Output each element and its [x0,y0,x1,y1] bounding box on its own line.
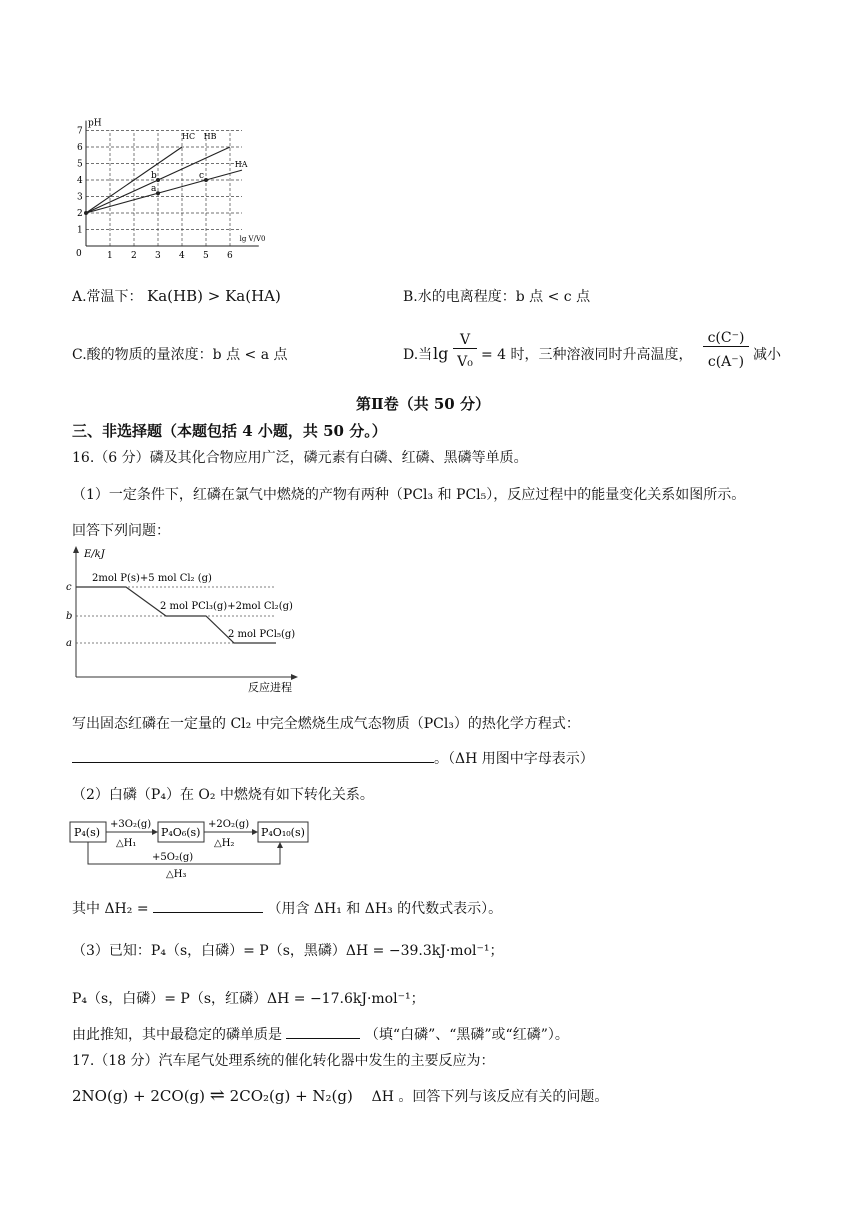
scheme-arrow1-bottom: △H₁ [116,838,137,849]
scheme-arrow3-bottom: △H₃ [166,869,187,880]
q16-p2b [72,898,502,918]
origin-point [84,211,88,215]
point-label-a: a [151,184,157,195]
q16-p2b-post: （用含 ΔH₁ 和 ΔH₃ 的代数式表示）。 [267,901,503,917]
x-tick-label: 3 [155,251,161,258]
scheme-arrow1-top: +3O₂(g) [110,819,152,830]
ph-chart-labels [76,119,265,258]
q16-p1: （1）一定条件下，红磷在氯气中燃烧的产物有两种（PCl₃ 和 PCl₅），反应过程中的能量变化关系如图所示。 [72,487,746,503]
q16-p3a: （3）已知：P₄（s，白磷）= P（s，黑磷）ΔH = −39.3kJ·mol⁻¹； [72,943,504,959]
q17-intro: 17.（18 分）汽车尾气处理系统的催化转化器中发生的主要反应为： [72,1053,495,1069]
point-label-c: c [199,171,205,181]
q17-eq-tail: ΔH 。回答下列与该反应有关的问题。 [371,1089,609,1105]
answer-blank-2[interactable] [153,898,263,913]
point-c [204,178,208,182]
option-c: C.酸的物质的量浓度：b 点 < a 点 [72,347,288,363]
q17-eq-arrow: ⇌ [209,1085,225,1106]
part2-title: 第Ⅱ卷（共 50 分） [356,395,490,413]
option-d-suffix: 减小 [753,347,781,363]
energy-diagram [64,545,304,695]
origin-label: 0 [76,249,82,258]
option-a-text: A.常温下： [72,289,143,305]
q16-p1d: 。（ΔH 用图中字母表示） [434,751,594,767]
option-d-num: V [453,332,477,349]
q16-p1d-line [72,748,594,768]
section3-title: 三、非选择题（本题包括 4 小题，共 50 分。） [72,422,387,440]
answer-blank-3[interactable] [286,1024,360,1039]
option-d-den: V₀ [457,354,473,370]
y-tick-label: 2 [77,209,83,219]
scheme-arrow2-top: +2O₂(g) [208,819,250,830]
option-a-math: Ka(HB) > Ka(HA) [147,287,281,305]
series-label-hb: HB [203,131,217,141]
option-b: B.水的电离程度：b 点 < c 点 [403,289,591,305]
series-line-ha [86,170,242,213]
point-label-b: b [151,171,157,181]
q16-intro: 16.（6 分）磷及其化合物应用广泛，磷元素有白磷、红磷、黑磷等单质。 [72,450,528,466]
energy-label-2: 2 mol PCl₃(g)+2mol Cl₂(g) [160,601,293,612]
energy-ylabel: E/kJ [84,549,105,560]
q16-p3c-post: （填“白磷”、“黑磷”或“红磷”）。 [364,1027,569,1043]
scheme-arrow3-top: +5O₂(g) [152,852,194,863]
x-tick-label: 4 [179,251,185,258]
level-b: b [66,611,73,622]
option-d-frac-den: c(A⁻) [707,354,745,370]
energy-label-3: 2 mol PCl₅(g) [228,629,296,640]
y-tick-label: 6 [77,143,83,153]
scheme-box1: P₄(s) [74,826,101,839]
ph-chart-series [84,147,242,215]
y-tick-label: 4 [77,176,83,186]
x-tick-label: 1 [107,251,113,258]
x-tick-label: 5 [203,251,209,258]
q17-eq-left: 2NO(g) + 2CO(g) [72,1087,206,1105]
ph-chart-grid [86,131,242,247]
y-tick-label: 1 [77,225,83,236]
y-tick-label: 3 [77,192,83,203]
level-c: c [66,582,72,593]
energy-label-1: 2mol P(s)+5 mol Cl₂ (g) [92,573,212,584]
ph-chart [70,108,270,258]
q16-p3c-pre: 由此推知，其中最稳定的磷单质是 [72,1027,282,1043]
q16-p1b: 回答下列问题： [72,523,170,539]
option-d-eq: = 4 时，三种溶液同时升高温度， [481,347,693,363]
q16-p2: （2）白磷（P₄）在 O₂ 中燃烧有如下转化关系。 [72,787,374,803]
series-label-hc: HC [182,131,196,141]
y-tick-label: 5 [77,159,83,170]
x-axis-label: lg V/V0 [239,235,266,244]
q17-eq-right: 2CO₂(g) + N₂(g) [229,1087,353,1105]
answer-blank-1[interactable] [72,748,434,763]
series-label-ha: HA [234,159,248,169]
x-tick-label: 2 [131,251,137,258]
y-tick-label: 7 [77,126,83,137]
point-a [156,191,160,195]
ph-chart-axes [86,118,259,246]
option-d-frac-num: c(C⁻) [703,330,749,347]
q16-p2b-pre: 其中 ΔH₂ = [72,901,149,917]
scheme-box3: P₄O₁₀(s) [261,826,305,839]
reaction-scheme [66,814,326,882]
q16-p3c [72,1024,569,1044]
energy-xlabel: 反应进程 [248,681,292,694]
option-d-lg: lg [433,344,449,363]
scheme-arrow2-bottom: △H₂ [214,838,235,849]
q16-p3b: P₄（s，白磷）= P（s，红磷）ΔH = −17.6kJ·mol⁻¹； [72,991,425,1007]
option-a [72,286,281,306]
x-tick-label: 6 [227,251,233,258]
level-a: a [66,638,72,649]
q16-p1c: 写出固态红磷在一定量的 Cl₂ 中完全燃烧生成气态物质（PCl₃）的热化学方程式： [72,716,580,732]
y-axis-label: pH [88,118,102,129]
scheme-box2: P₄O₆(s) [161,826,201,839]
option-d-prefix: D.当 [403,347,433,363]
q17-equation [72,1085,608,1106]
